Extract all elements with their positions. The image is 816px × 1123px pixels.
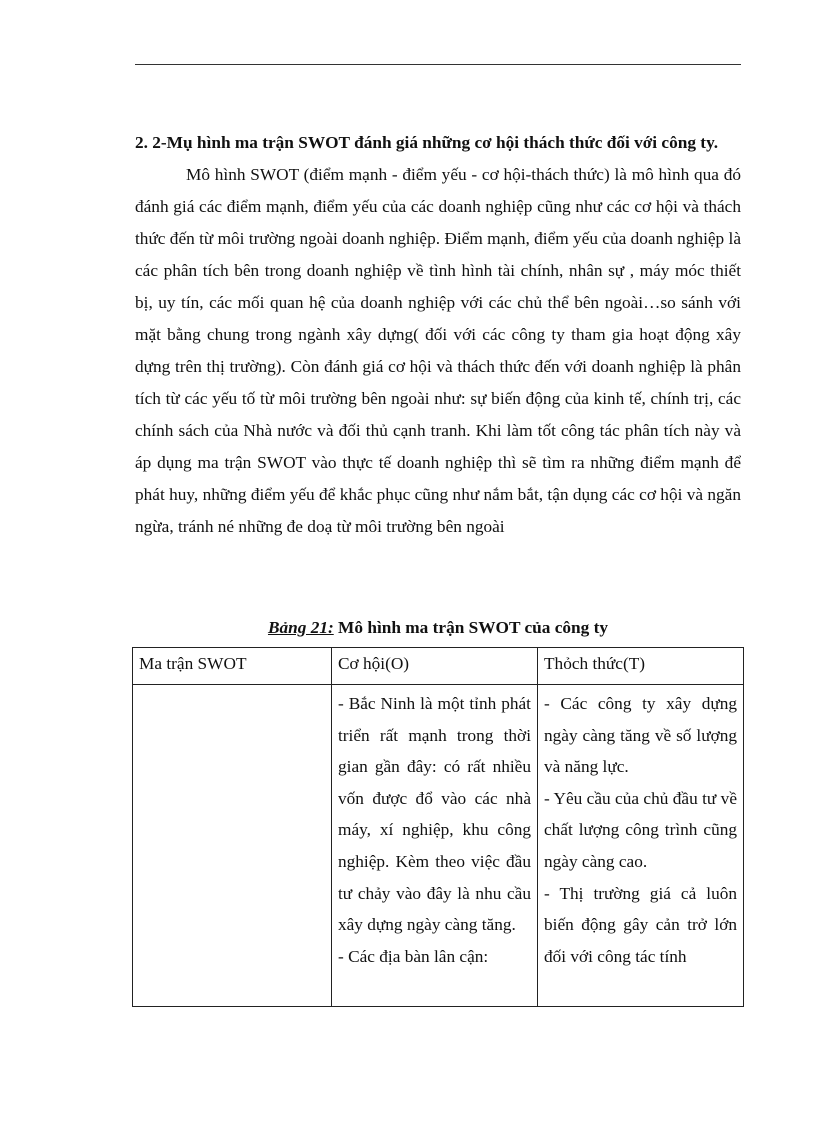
section-heading: 2. 2-Mụ hình ma trận SWOT đánh giá những cơ hội thách thức đối với công ty.	[135, 133, 719, 152]
table-header-row	[133, 648, 744, 685]
threat-item: - Yêu cầu của chủ đầu tư về chất lượng công trình cũng ngày càng cao.	[544, 788, 737, 871]
table-caption	[135, 615, 741, 641]
threat-item: - Thị trường giá cả luôn biến động gây cản trở lớn đối với công tác tính	[544, 883, 737, 966]
section-body	[135, 127, 741, 543]
table-caption-label: Bảng 21:	[267, 618, 334, 637]
cell-threats	[538, 685, 744, 1007]
cell-opportunities	[332, 685, 538, 1007]
cell-row-label	[133, 685, 332, 1007]
table-row	[133, 685, 744, 1007]
opportunity-item: - Bắc Ninh là một tỉnh phát triển rất mạnh trong thời gian gần đây: có rất nhiều vốn được đổ vào các nhà máy, xí nghiệp, khu công nghiệp. Kèm theo việc đầu tư chảy vào đây là nhu cầu xây dựng ngày càng tăng.	[338, 694, 531, 935]
swot-table	[132, 647, 744, 1007]
header-rule	[135, 64, 741, 65]
threat-item: - Các công ty xây dựng ngày càng tăng về số lượng và năng lực.	[544, 694, 737, 777]
header-swot-matrix: Ma trận SWOT	[133, 648, 332, 685]
opportunity-item: - Các địa bàn lân cận:	[338, 946, 489, 966]
header-threats: Thỏch thức(T)	[538, 648, 744, 685]
swot-description-paragraph: Mô hình SWOT (điểm mạnh - điểm yếu - cơ hội-thách thức) là mô hình qua đó đánh giá các điểm mạnh, điểm yếu của các doanh nghiệp cũng như các cơ hội và thách thức đến từ môi trường ngoài doanh nghiệp. Điểm mạnh, điểm yếu của doanh nghiệp là các phân tích bên trong doanh nghiệp về tình hình tài chính, nhân sự , máy móc thiết bị, uy tín, các mối quan hệ của doanh nghiệp với các chủ thể bên ngoài…so sánh với mặt bằng chung trong ngành xây dựng( đối với các công ty tham gia hoạt động xây dựng trên thị trường). Còn đánh giá cơ hội và thách thức đến với doanh nghiệp là phân tích từ các yếu tố từ môi trường bên ngoài như: sự biến động của kinh tế, chính trị, các chính sách của Nhà nước và đối thủ cạnh tranh. Khi làm tốt công tác phân tích này và áp dụng ma trận SWOT vào thực tế doanh nghiệp thì sẽ tìm ra những điểm mạnh để phát huy, những điểm yếu để khắc phục cũng như nắm bắt, tận dụng các cơ hội và ngăn ngừa, tránh né những đe doạ từ môi trường bên ngoài	[135, 165, 741, 536]
table-caption-title: Mô hình ma trận SWOT của công ty	[333, 618, 609, 637]
header-opportunities: Cơ hội(O)	[332, 648, 538, 685]
